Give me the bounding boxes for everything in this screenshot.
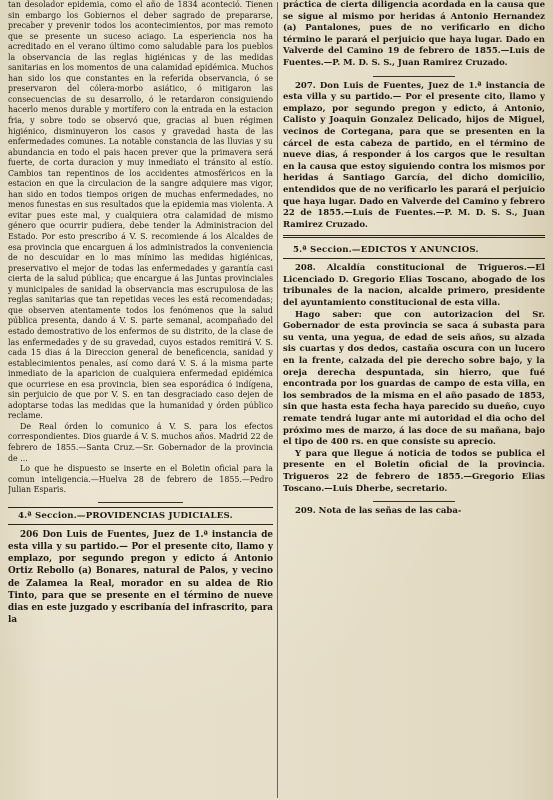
royal-order-paragraph: De Real órden lo comunico á V. S. para los efectos correspondientes. Dios guarde á V. S. muchos años. Madrid 22 de febrero de 1855.—Santa Cruz.—Sr. Gobernador de la provincia de ... <box>8 421 273 463</box>
entry-206-text: Don Luis de Fuentes, Juez de 1.ª instancia de esta villa y su partido.— Por el presente cito, llamo y emplazo, por segundo pregon y edicto á Antonio Ortiz Rebollo (a) Bonares, natural de Palos, y vecino de Zalamea la Real, morador en su aldea de Rio Tinto, para que se presente en el término de nueve dias en este juzgado y escribanía del infrascrito, para la <box>8 529 273 626</box>
entry-208-heading <box>283 263 545 309</box>
entry-208-closing: Y para que llegue á noticia de todos se publica el presente en el Boletin oficial de la provincia. Trigueros 22 de febrero de 1855.—Gregorio Elias Toscano.—Luis Dherbe, secretario. <box>283 448 545 494</box>
entry-208-body: Hago saber: que con autorizacion del Sr. Gobernador de esta provincia se saca á subasta para su venta, una yegua, de edad de seis años, su alzada sis cuartas y dos dedos, castaña oscura con un lucero en la frente, calzada del pie derecho sobre bajo, y la oreja derecha despuntada, sin hierro, que fué encontrada por los guardas de campo de esta villa, en los sembrados de la misma en el año pasado de 1853, sin que hasta esta fecha haya parecido su dueño, cuyo remate tendrá lugar ante mi autoridad el dia ocho del próximo mes de marzo, á las doce de su mañana, bajo el tipo de 400 rs. en que consiste su aprecio. <box>283 309 545 448</box>
entry-209 <box>283 506 545 518</box>
entry-206-continuation: práctica de cierta diligencia acordada en la causa que se sigue al mismo por heridas á Antonio Hernandez (a) Pantalones, pues de no verificarlo en dicho término le parará el perjuicio que haya lugar. Dado en Valverde del Camino 19 de febrero de 1855.—Luis de Fuentes.—P. M. D. S. S., Juan Ramirez Cruzado. <box>283 0 545 68</box>
entry-206 <box>8 529 273 627</box>
entry-208-number: 208. <box>295 263 316 274</box>
entry-206-number: 206 <box>20 529 39 540</box>
insertion-note-paragraph: Lo que he dispuesto se inserte en el Boletin oficial para la comun inteligencia.—Huelva 28 de febrero de 1855.—Pedro Julian Esparis. <box>8 464 273 495</box>
section-5-heading: 5.ª Seccion.—EDICTOS Y ANUNCIOS. <box>283 242 545 259</box>
short-rule-3 <box>373 501 455 502</box>
short-rule-2 <box>373 76 455 77</box>
entry-207 <box>283 81 545 232</box>
entry-207-text: Don Luis de Fuentes, Juez de 1.ª instancia de esta villa y su partido.— Por el presente cito, llamo y emplazo, por segundo pregon y edicto, á Antonio, Calisto y Joaquin Gonzalez Delicado, hijos de Miguel, vecinos de Cortegana, para que se presenten en la cárcel de esta cabeza de partido, en el término de nueve dias, á responder á los cargos que le resultan en la causa que estoy siguiendo contra los mismos por heridas á Santiago García, del dicho domicilio, entendidos que de no verificarlo les parará el perjuicio que haya lugar. Dado en Valverde del Camino y febrero 22 de 1855.—Luis de Fuentes.—P. M. D. S. S., Juan Ramirez Cruzado. <box>283 80 545 230</box>
section-4-heading: 4.ª Seccion.—PROVIDENCIAS JUDICIALES. <box>8 507 273 525</box>
double-rule <box>283 235 545 238</box>
epidemic-circular-paragraph: tan desolador epidemia, como el año de 1834 aconteció. Tienen sin embargo los Gobiernos el deber sagrado de prepararse, precaber y prevenir todos los acontecimientos, por mas remoto que se presente un suceso aciago. La esperiencia nos ha acreditado en el verano último como saludable para los pueblos la observancia de las reglas higiénicas y de las medidas sanitarias en los momentos de una calamidad epidémica. Muchos han sido los que constantes en la referida observancia, ó se preservaron del cólera-morbo asiático, ó mitigaron las consecuencias de su desarrollo, ó le retardaron consiguiendo hacerlo menos durable y mortífero con la entrada en la estacion fria, y sobre todo se observó que, gracias al buen régimen higiénico, disminuyeron los casos y gravedad hasta de las enfermedades comunes. La notable constancia de las lluvias y su abundancia en todo el pais hacen prever que la primavera será fuerte, de corta duracion y muy inmediato el tránsito al estío. Cambios tan repentinos de los accidentes atmosféricos en la estacion en que la circulacion de la sangre adquiere mas vigor, han sido en todos tiempos origen de muchas enfermedades, no menos funestas en sus resultados que la epidemia mas violenta. A evitar pues este mal, y cualquiera otra calamidad de mismo género que ocurrir pudiera, debe tender la Administracion del Estado. Por esto prescribo á V. S. recomiende á los Alcaldes de esa provincia que encarguen á los administrados la conveniencia de no descuidar en lo mas mínimo las medidas higiénicas, preservativo el mejor de todas las enfermedades y garantía casi cierta de la salud pública; que encargue á las Juntas provinciales y municipales de sanidad la observancia mas escrupulosa de las reglas sanitarias que tan repetidas veces les está recomendadas; que observen atentamente todos los fenómenos que la salud pública presenta, dando á V. S. parte semanal, acompañado del estado demostrativo de los enfermos de su distrito, de la clase de las enfermedades y de su gravedad, cuyos estados remitirá V. S. cada 15 dias á la Direccion general de beneficencia, sanidad y establecimientos penales, así como dará V. S. á la misma parte inmediato de la aparicion de cualquiera enfermedad epidémica que ocurriese en esa provincia, bien sea esporádica ó indígena, sin perjuicio de que por V. S. en tan desgraciado caso dejen de adoptarse todas las medidas que la humanidad y órden público reclame. <box>8 0 273 421</box>
column-divider <box>277 2 278 798</box>
entry-209-text: Nota de las señas de las caba- <box>318 506 462 517</box>
entry-209-number: 209. <box>295 506 316 517</box>
right-column <box>283 0 545 518</box>
entry-208-text: Alcaldía constitucional de Trigueros.—El Licenciado D. Gregorio Elias Toscano, abogado de los tribunales de la nacion, alcalde primero, presidente del ayuntamiento constitucional de esta villa. <box>283 263 545 309</box>
left-column <box>8 0 273 626</box>
short-rule <box>98 502 183 503</box>
entry-207-number: 207. <box>295 80 316 91</box>
